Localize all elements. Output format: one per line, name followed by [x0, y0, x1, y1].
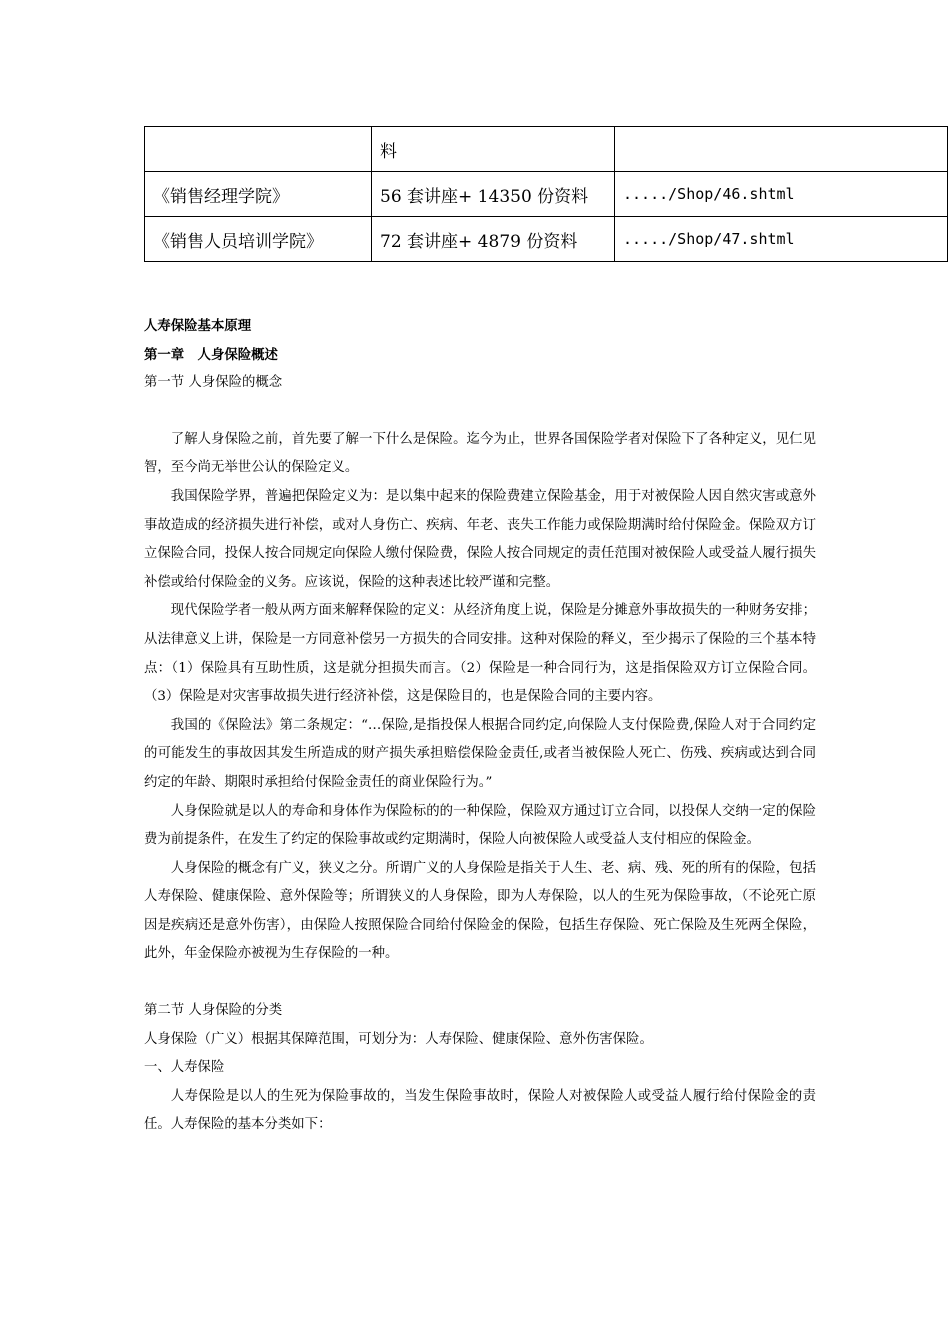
paragraph: 了解人身保险之前，首先要了解一下什么是保险。迄今为止，世界各国保险学者对保险下了各种定义，见仁见智，至今尚无举世公认的保险定义。 [144, 431, 816, 476]
paragraph: 人身保险就是以人的寿命和身体作为保险标的的一种保险，保险双方通过订立合同，以投保人交纳一定的保险费为前提条件，在发生了约定的保险事故或约定期满时，保险人向被保险人或受益人支付相应的保险金。 [144, 803, 816, 848]
paragraph: 我国保险学界，普遍把保险定义为：是以集中起来的保险费建立保险基金，用于对被保险人因自然灾害或意外事故造成的经济损失进行补偿，或对人身伤亡、疾病、年老、丧失工作能力或保险期满时给付保险金。保险双方订立保险合同，投保人按合同规定向保险人缴付保险费，保险人按合同规定的责任范围对被保险人或受益人履行损失补偿或给付保险金的义务。应该说，保险的这种表述比较严谨和完整。 [144, 488, 816, 590]
course-link-cell[interactable]: ...../Shop/47.shtml [615, 217, 948, 262]
course-link-cell[interactable]: ...../Shop/46.shtml [615, 172, 948, 217]
list-heading: 一、人寿保险 [144, 1060, 225, 1076]
table-cell [145, 127, 372, 172]
paragraph: 人身保险（广义）根据其保障范围，可划分为：人寿保险、健康保险、意外伤害保险。 [144, 1031, 653, 1047]
table-row [145, 217, 948, 262]
section-heading: 第二节 人身保险的分类 [144, 1003, 283, 1019]
section-heading: 第一节 人身保险的概念 [144, 375, 283, 391]
document-body [144, 312, 816, 1140]
paragraph: 现代保险学者一般从两方面来解释保险的定义：从经济角度上说，保险是分摊意外事故损失的一种财务安排；从法律意义上讲，保险是一方同意补偿另一方损失的合同安排。这种对保险的释义，至少揭示了保险的三个基本特点：（1）保险具有互助性质，这是就分担损失而言。（2）保险是一种合同行为，这是指保险双方订立保险合同。（3）保险是对灾害事故损失进行经济补偿，这是保险目的，也是保险合同的主要内容。 [144, 603, 816, 705]
course-content-cell: 72 套讲座+ 4879 份资料 [372, 217, 615, 262]
paragraph: 人寿保险是以人的生死为保险事故的，当发生保险事故时，保险人对被保险人或受益人履行给付保险金的责任。人寿保险的基本分类如下： [144, 1088, 816, 1133]
paragraph: 我国的《保险法》第二条规定：“…保险,是指投保人根据合同约定,向保险人支付保险费,保险人对于合同约定的可能发生的事故因其发生所造成的财产损失承担赔偿保险金责任,或者当被保险人死亡、伤残、疾病或达到合同约定的年龄、期限时承担给付保险金责任的商业保险行为。” [144, 717, 816, 790]
table-cell: 料 [372, 127, 615, 172]
course-name-cell: 《销售经理学院》 [145, 172, 372, 217]
spacer [144, 398, 816, 426]
document-title: 人寿保险基本原理 [144, 318, 252, 334]
catalog-table [144, 126, 948, 262]
spacer [144, 969, 816, 997]
table-row [145, 127, 948, 172]
paragraph: 人身保险的概念有广义，狭义之分。所谓广义的人身保险是指关于人生、老、病、残、死的所有的保险，包括人寿保险、健康保险、意外保险等；所谓狭义的人身保险，即为人寿保险，以人的生死为保险事故，（不论死亡原因是疾病还是意外伤害），由保险人按照保险合同给付保险金的保险，包括生存保险、死亡保险及生死两全保险，此外，年金保险亦被视为生存保险的一种。 [144, 860, 816, 962]
course-content-cell: 56 套讲座+ 14350 份资料 [372, 172, 615, 217]
chapter-heading: 第一章 人身保险概述 [144, 346, 278, 363]
table-cell [615, 127, 948, 172]
table-row [145, 172, 948, 217]
course-name-cell: 《销售人员培训学院》 [145, 217, 372, 262]
